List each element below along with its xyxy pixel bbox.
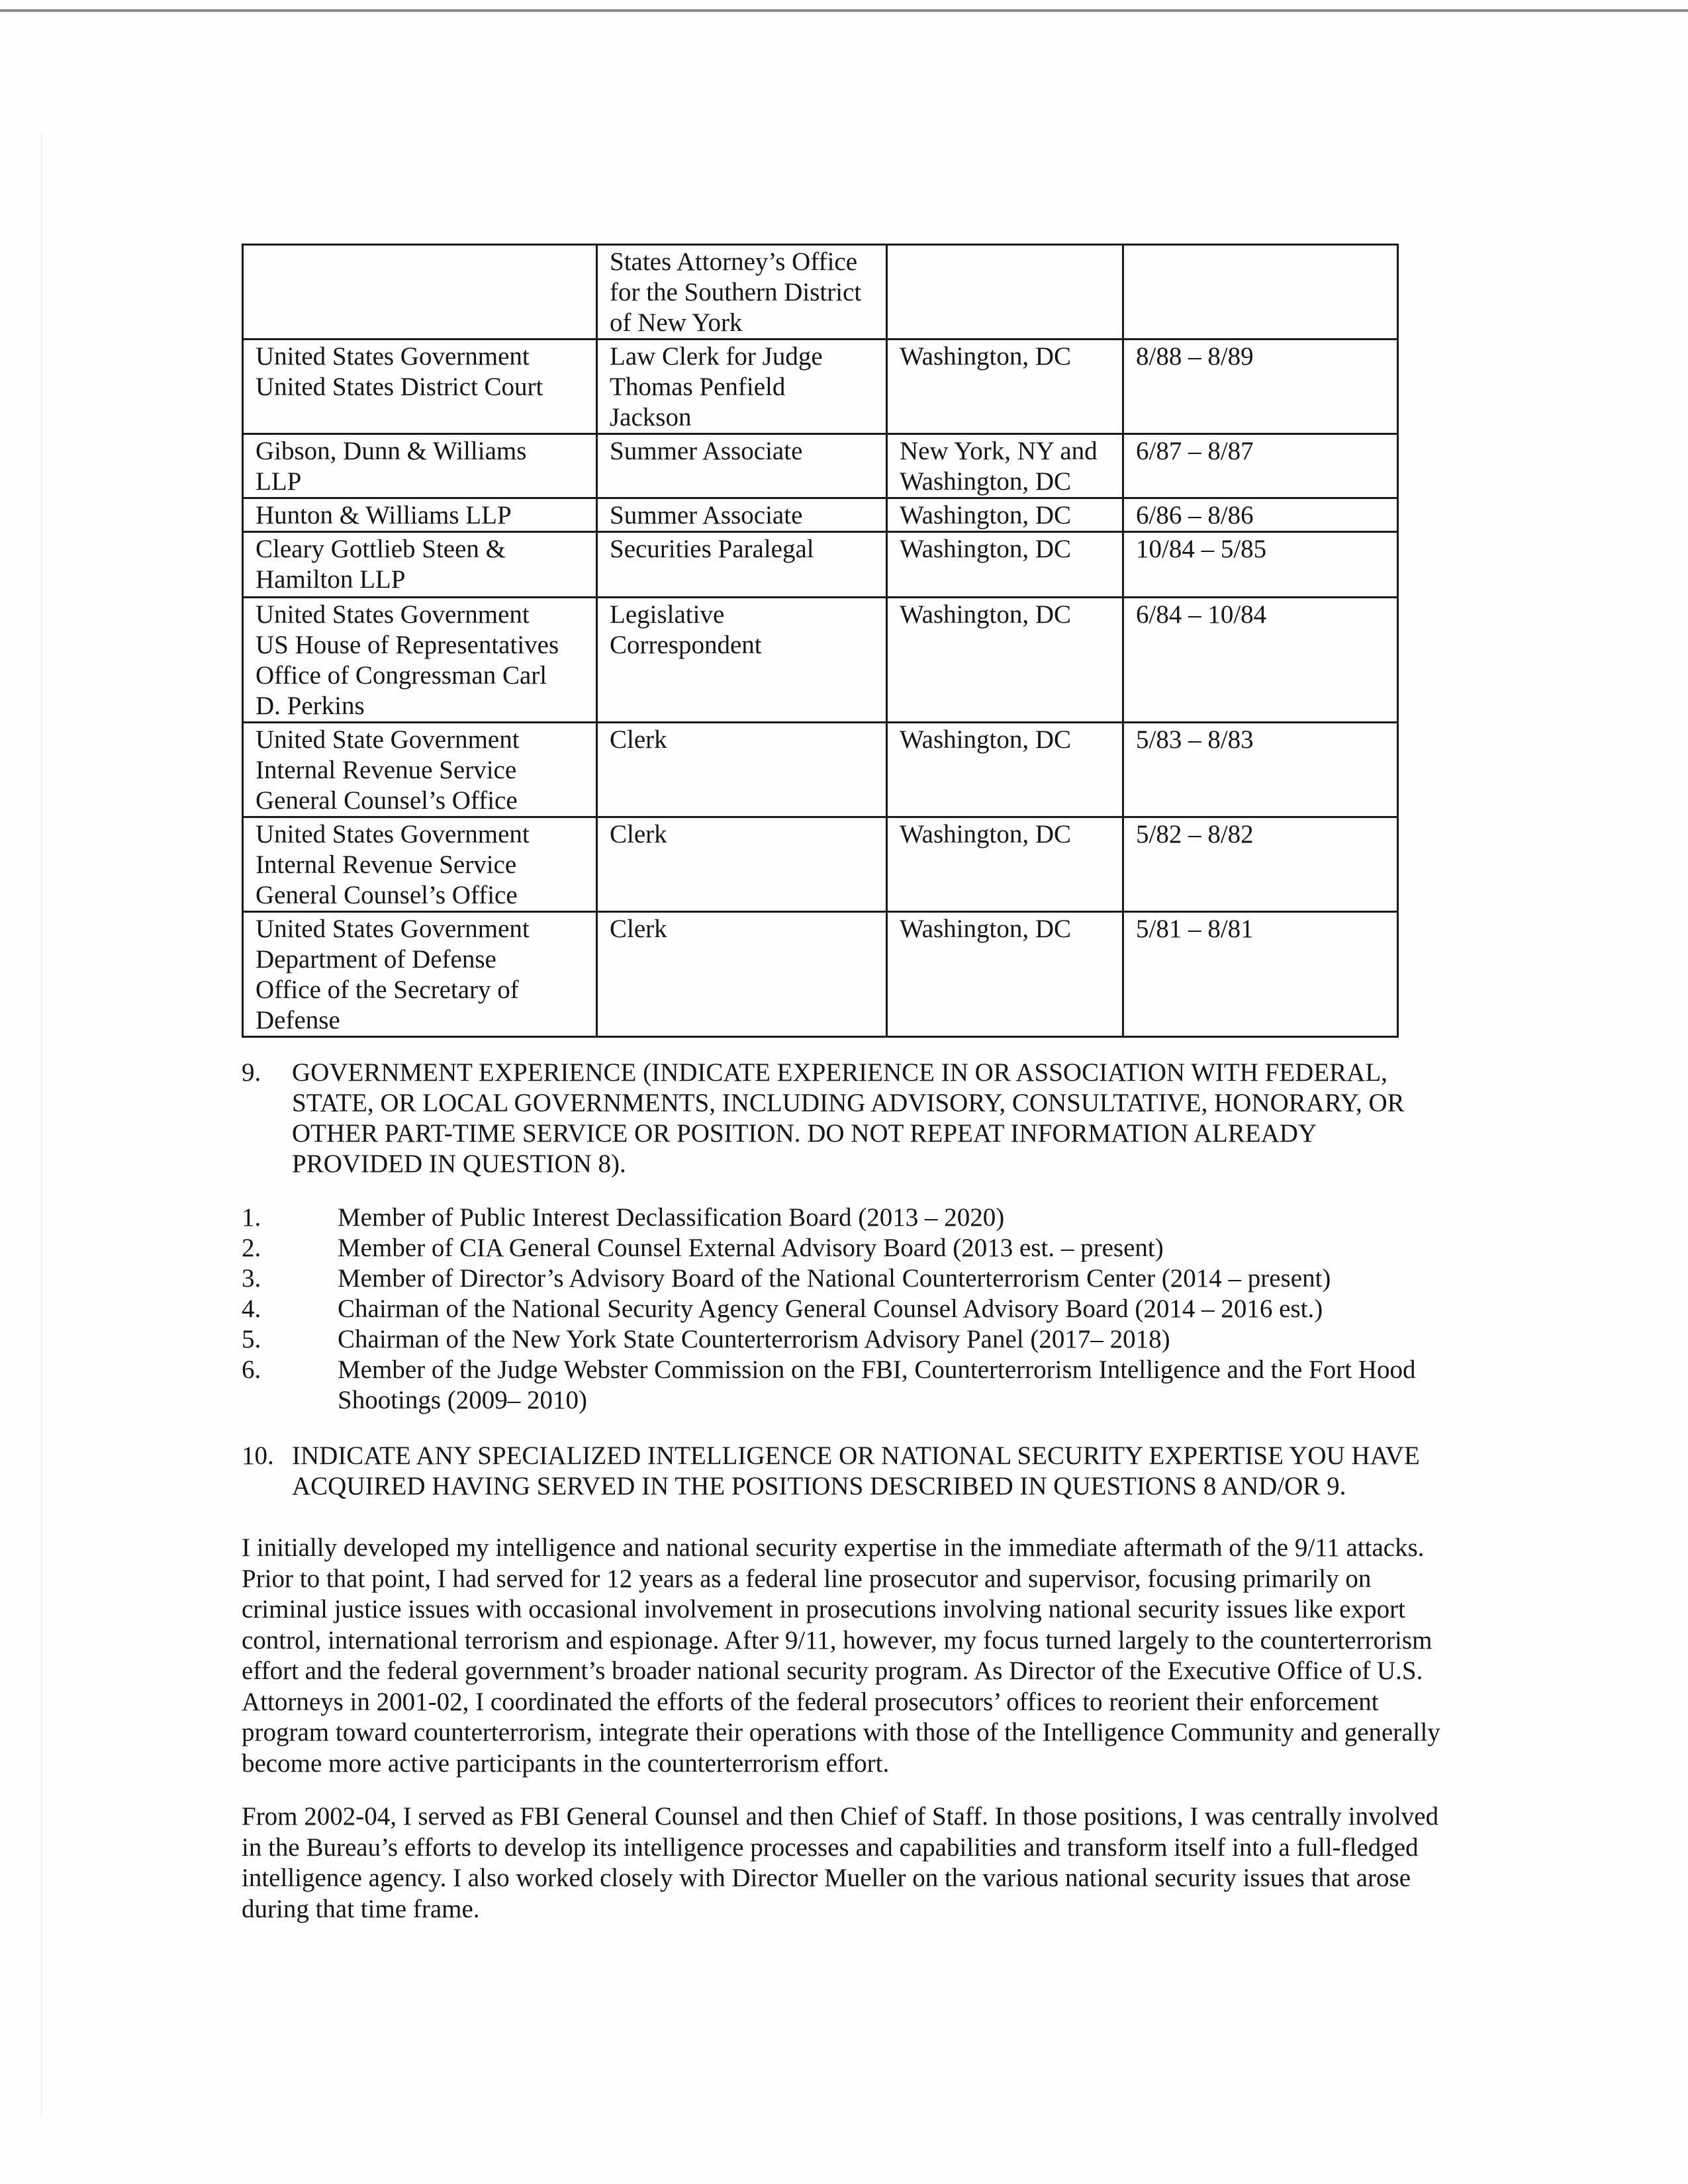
list-item — [242, 1203, 1466, 1233]
position-cell-line: Summer Associate — [610, 437, 803, 465]
table-row — [243, 498, 1398, 532]
dates-cell — [1123, 245, 1398, 340]
position-cell-line: Summer Associate — [610, 501, 803, 529]
question-10-line: INDICATE ANY SPECIALIZED INTELLIGENCE OR NATIONAL SECURITY EXPERTISE YOU HAVE — [292, 1441, 1420, 1470]
employer-cell-line: General Counsel’s Office — [256, 786, 518, 815]
employer-cell — [243, 498, 597, 532]
list-item-text: Shootings (2009– 2010) — [338, 1386, 588, 1414]
scan-left-shadow — [41, 132, 42, 2118]
question-10-heading — [242, 1441, 1466, 1502]
location-cell-line: New York, NY and — [900, 437, 1098, 465]
employer-cell-line: United States Government — [256, 342, 530, 371]
dates-cell-line: 8/88 – 8/89 — [1136, 342, 1254, 371]
employer-cell — [243, 912, 597, 1037]
employer-cell-line: LLP — [256, 467, 302, 496]
position-cell — [597, 498, 887, 532]
list-item-number: 5. — [242, 1325, 261, 1353]
employer-cell-line: Hamilton LLP — [256, 565, 406, 594]
list-item-text: Chairman of the New York State Counterterrorism Advisory Panel (2017– 2018) — [338, 1325, 1170, 1353]
position-cell — [597, 912, 887, 1037]
position-cell-line: Clerk — [610, 725, 667, 754]
location-cell — [887, 723, 1123, 817]
list-item-text: Member of Public Interest Declassification Board (2013 – 2020) — [338, 1203, 1005, 1232]
employment-table-body — [243, 245, 1398, 1037]
employer-cell — [243, 532, 597, 598]
employer-cell — [243, 434, 597, 498]
employer-cell — [243, 598, 597, 723]
location-cell — [887, 245, 1123, 340]
position-cell — [597, 245, 887, 340]
location-cell-line: Washington, DC — [900, 467, 1072, 496]
dates-cell — [1123, 498, 1398, 532]
paragraph-line: From 2002-04, I served as FBI General Counsel and then Chief of Staff. In those positions, I was centrally involved — [242, 1802, 1439, 1831]
paragraph-line: effort and the federal government’s broader national security program. As Director of the Executive Office of U.S. — [242, 1657, 1423, 1685]
position-cell — [597, 723, 887, 817]
list-item — [242, 1355, 1466, 1416]
list-item-text: Member of the Judge Webster Commission on the FBI, Counterterrorism Intelligence and the Fort Hood — [338, 1355, 1416, 1384]
question-10-line: ACQUIRED HAVING SERVED IN THE POSITIONS DESCRIBED IN QUESTIONS 8 AND/OR 9. — [292, 1472, 1346, 1500]
position-cell-line: Securities Paralegal — [610, 535, 814, 563]
list-item — [242, 1233, 1466, 1263]
paragraph-line: program toward counterterrorism, integrate their operations with those of the Intelligence Community and generally — [242, 1718, 1440, 1747]
location-cell — [887, 498, 1123, 532]
dates-cell — [1123, 532, 1398, 598]
list-item — [242, 1263, 1466, 1294]
employment-history-table — [242, 244, 1399, 1038]
dates-cell-line: 6/86 – 8/86 — [1136, 501, 1254, 529]
location-cell-line: Washington, DC — [900, 501, 1072, 529]
position-cell-line: Clerk — [610, 820, 667, 848]
position-cell-line: Legislative — [610, 600, 725, 629]
paragraph-line: in the Bureau’s efforts to develop its intelligence processes and capabilities and transform itself into a full-fledged — [242, 1833, 1419, 1862]
location-cell — [887, 912, 1123, 1037]
list-item-number: 3. — [242, 1264, 261, 1293]
employer-cell-line: Hunton & Williams LLP — [256, 501, 512, 529]
employer-cell — [243, 723, 597, 817]
dates-cell — [1123, 434, 1398, 498]
employer-cell — [243, 340, 597, 434]
question-10-number: 10. — [242, 1441, 274, 1470]
location-cell — [887, 532, 1123, 598]
list-item-number: 4. — [242, 1295, 261, 1323]
list-item — [242, 1324, 1466, 1355]
employer-cell-line: General Counsel’s Office — [256, 881, 518, 909]
list-item-number: 1. — [242, 1203, 261, 1232]
employer-cell-line: Office of Congressman Carl — [256, 661, 547, 690]
employer-cell-line: United States District Court — [256, 373, 543, 401]
paragraph-line: Attorneys in 2001-02, I coordinated the efforts of the federal prosecutors’ offices to reorient their enforcement — [242, 1687, 1379, 1716]
position-cell — [597, 532, 887, 598]
table-row — [243, 912, 1398, 1037]
dates-cell-line: 10/84 – 5/85 — [1136, 535, 1267, 563]
employer-cell-line: Office of the Secretary of — [256, 976, 519, 1004]
employer-cell — [243, 817, 597, 912]
location-cell — [887, 817, 1123, 912]
employer-cell-line: Department of Defense — [256, 945, 496, 974]
employer-cell-line: United States Government — [256, 600, 530, 629]
location-cell — [887, 434, 1123, 498]
table-row — [243, 340, 1398, 434]
question-9-heading — [242, 1058, 1466, 1179]
table-row — [243, 245, 1398, 340]
question-9-line: GOVERNMENT EXPERIENCE (INDICATE EXPERIENCE IN OR ASSOCIATION WITH FEDERAL, — [292, 1058, 1387, 1087]
employer-cell-line: Cleary Gottlieb Steen & — [256, 535, 506, 563]
answer-paragraph-2 — [242, 1801, 1486, 1925]
dates-cell — [1123, 598, 1398, 723]
government-experience-list — [242, 1203, 1466, 1416]
answer-paragraph-1 — [242, 1533, 1486, 1779]
table-row — [243, 532, 1398, 598]
question-9-line: PROVIDED IN QUESTION 8). — [292, 1150, 626, 1178]
position-cell-line: Clerk — [610, 915, 667, 943]
employer-cell-line: Internal Revenue Service — [256, 756, 517, 784]
employer-cell-line: United State Government — [256, 725, 520, 754]
employer-cell — [243, 245, 597, 340]
list-item-text: Member of CIA General Counsel External Advisory Board (2013 est. – present) — [338, 1234, 1164, 1262]
position-cell — [597, 434, 887, 498]
dates-cell-line: 5/83 – 8/83 — [1136, 725, 1254, 754]
table-row — [243, 598, 1398, 723]
position-cell — [597, 598, 887, 723]
position-cell-line: Thomas Penfield — [610, 373, 786, 401]
position-cell-line: for the Southern District — [610, 278, 862, 306]
dates-cell — [1123, 340, 1398, 434]
dates-cell-line: 5/82 – 8/82 — [1136, 820, 1254, 848]
table-row — [243, 434, 1398, 498]
dates-cell — [1123, 912, 1398, 1037]
question-9-line: OTHER PART-TIME SERVICE OR POSITION. DO NOT REPEAT INFORMATION ALREADY — [292, 1119, 1317, 1148]
location-cell-line: Washington, DC — [900, 600, 1072, 629]
location-cell-line: Washington, DC — [900, 535, 1072, 563]
position-cell-line: of New York — [610, 308, 743, 337]
table-row — [243, 723, 1398, 817]
question-9-text — [242, 1058, 1466, 1179]
dates-cell-line: 6/87 – 8/87 — [1136, 437, 1254, 465]
scan-top-edge-rule — [0, 9, 1688, 12]
location-cell — [887, 598, 1123, 723]
employer-cell-line: Defense — [256, 1006, 340, 1034]
employer-cell-line: US House of Representatives — [256, 631, 559, 659]
location-cell-line: Washington, DC — [900, 820, 1072, 848]
dates-cell — [1123, 723, 1398, 817]
paragraph-line: Prior to that point, I had served for 12 years as a federal line prosecutor and supervisor, focusing primarily on — [242, 1564, 1372, 1593]
paragraph-line: control, international terrorism and espionage. After 9/11, however, my focus turned largely to the counterterrorism — [242, 1625, 1432, 1655]
position-cell-line: Correspondent — [610, 631, 762, 659]
paragraph-line: during that time frame. — [242, 1894, 480, 1923]
location-cell-line: Washington, DC — [900, 342, 1072, 371]
employer-cell-line: D. Perkins — [256, 692, 365, 720]
position-cell-line: Jackson — [610, 403, 692, 432]
employer-cell-line: Internal Revenue Service — [256, 850, 517, 879]
paragraph-line: intelligence agency. I also worked closely with Director Mueller on the various national security issues that arose — [242, 1864, 1411, 1892]
list-item-number: 2. — [242, 1234, 261, 1262]
paragraph-line: I initially developed my intelligence and national security expertise in the immediate aftermath of the 9/11 attacks. — [242, 1533, 1425, 1562]
list-item-text: Chairman of the National Security Agency General Counsel Advisory Board (2014 – 2016 est.) — [338, 1295, 1323, 1323]
dates-cell — [1123, 817, 1398, 912]
employer-cell-line: Gibson, Dunn & Williams — [256, 437, 527, 465]
question-10-text — [242, 1441, 1466, 1502]
table-row — [243, 817, 1398, 912]
list-item — [242, 1294, 1466, 1324]
position-cell-line: States Attorney’s Office — [610, 248, 858, 276]
dates-cell-line: 5/81 – 8/81 — [1136, 915, 1254, 943]
employer-cell-line: United States Government — [256, 820, 530, 848]
paragraph-line: become more active participants in the counterterrorism effort. — [242, 1749, 890, 1778]
list-item-number: 6. — [242, 1355, 261, 1384]
employer-cell-line: United States Government — [256, 915, 530, 943]
dates-cell-line: 6/84 – 10/84 — [1136, 600, 1267, 629]
question-9-line: STATE, OR LOCAL GOVERNMENTS, INCLUDING ADVISORY, CONSULTATIVE, HONORARY, OR — [292, 1089, 1405, 1117]
position-cell — [597, 817, 887, 912]
question-9-number: 9. — [242, 1058, 261, 1087]
location-cell-line: Washington, DC — [900, 725, 1072, 754]
position-cell-line: Law Clerk for Judge — [610, 342, 823, 371]
location-cell — [887, 340, 1123, 434]
paragraph-line: criminal justice issues with occasional involvement in prosecutions involving national security issues like export — [242, 1595, 1405, 1623]
list-item-text: Member of Director’s Advisory Board of the National Counterterrorism Center (2014 – present) — [338, 1264, 1331, 1293]
position-cell — [597, 340, 887, 434]
location-cell-line: Washington, DC — [900, 915, 1072, 943]
